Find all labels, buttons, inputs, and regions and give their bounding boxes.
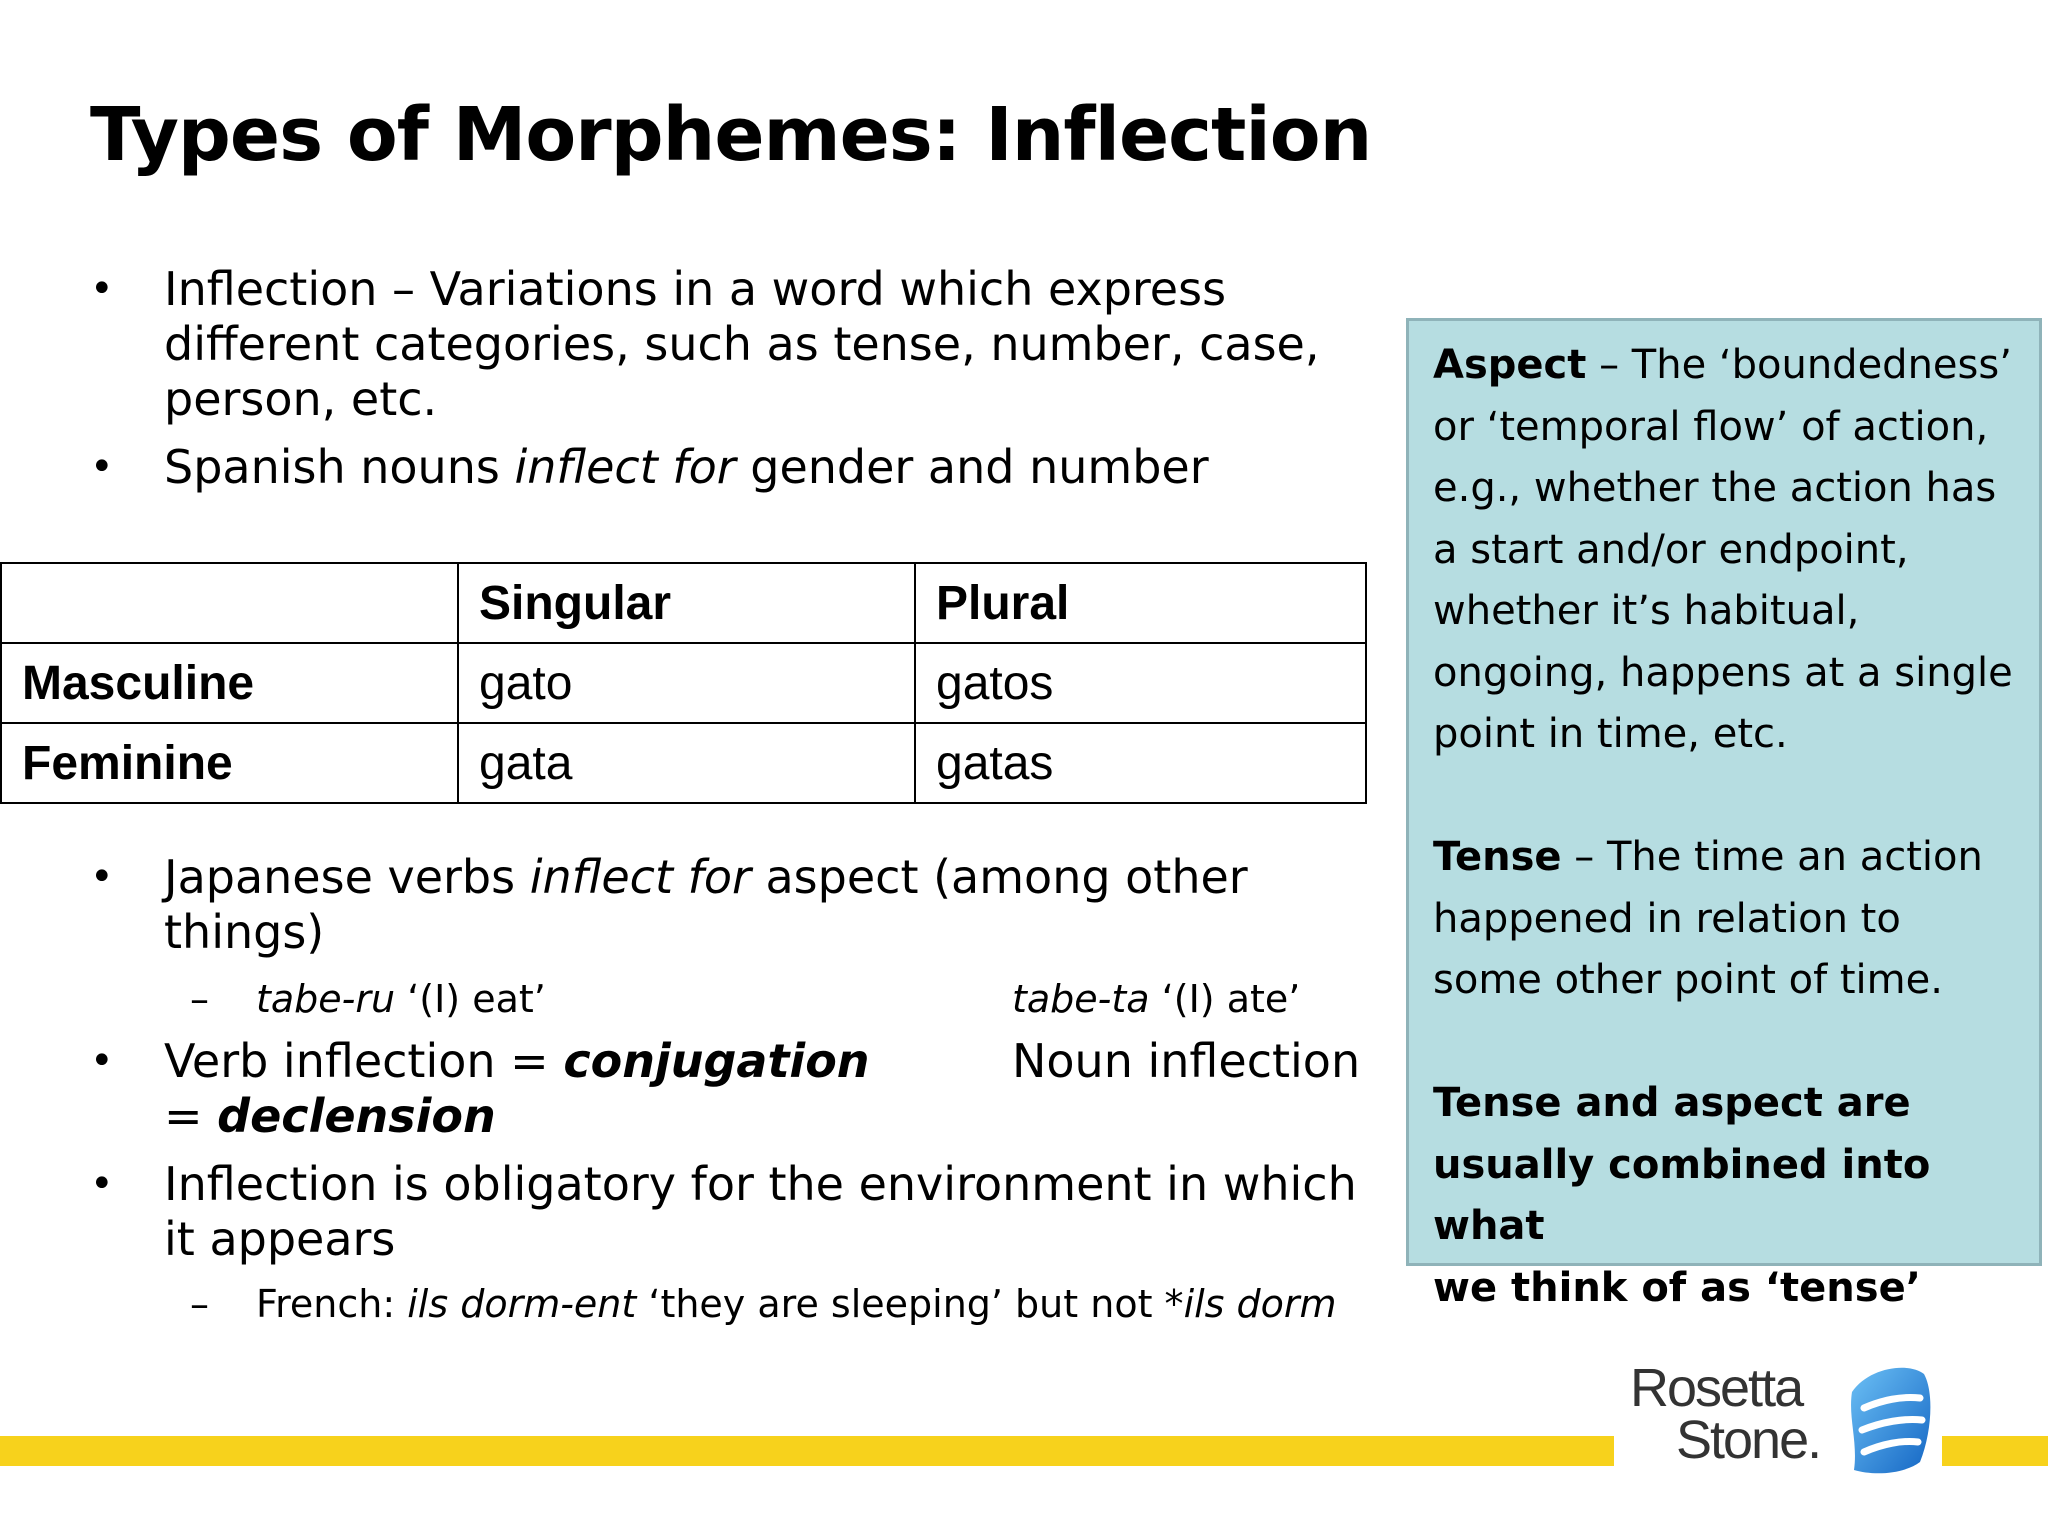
sub-bullet-japanese-left: tabe-ru ‘(I) eat’ (256, 977, 546, 1021)
bullet-4-line-1: Verb inflection = conjugation (164, 1034, 870, 1088)
tense-definition-line: some other point of time. (1433, 957, 1943, 1003)
aspect-definition-line: e.g., whether the action has (1433, 465, 1997, 511)
aspect-definition-line: whether it’s habitual, (1433, 588, 1860, 634)
bullet-5-line-2: it appears (164, 1212, 396, 1266)
table-row-header: Masculine (1, 643, 458, 723)
bullet-icon: • (90, 1161, 114, 1207)
aspect-definition-line: a start and/or endpoint, (1433, 526, 1909, 573)
bullet-icon: • (90, 854, 114, 900)
bullet-1-line-1: Inflection – Variations in a word which express (164, 262, 1227, 316)
footer-stripe-left (0, 1436, 1614, 1466)
bullet-4-line-2: = declension (164, 1089, 496, 1143)
bullet-1-line-3: person, etc. (164, 372, 438, 426)
sub-bullet-dash: – (190, 977, 209, 1021)
table-header-cell: Plural (915, 563, 1366, 643)
tense-definition: Tense – The time an action (1433, 834, 1983, 880)
table-cell: gato (458, 643, 915, 723)
aspect-definition: Aspect – The ‘boundedness’ (1433, 342, 2012, 388)
summary-line: we think of as ‘tense’ (1433, 1264, 1921, 1311)
table-row (1, 643, 1366, 723)
rosetta-stone-logo (1630, 1358, 1960, 1482)
tense-definition-line: happened in relation to (1433, 895, 1901, 942)
bullet-icon: • (90, 1038, 114, 1084)
aspect-definition-line: point in time, etc. (1433, 711, 1788, 757)
aspect-definition-line: ongoing, happens at a single (1433, 649, 2013, 696)
definition-panel (1406, 318, 2042, 1311)
table-cell: gatos (915, 643, 1366, 723)
table-header-row (1, 563, 1366, 643)
table-header-cell: Singular (458, 563, 915, 643)
bullet-5-line-1: Inflection is obligatory for the environment in which (164, 1157, 1357, 1211)
bullet-3-line-2: things) (164, 905, 325, 959)
bullet-1-line-2: different categories, such as tense, number, case, (164, 317, 1320, 371)
bullet-icon: • (90, 444, 114, 490)
slide-title: Types of Morphemes: Inflection (90, 92, 1372, 178)
sub-bullet-japanese-right: tabe-ta ‘(I) ate’ (1012, 977, 1301, 1021)
aspect-definition-line: or ‘temporal flow’ of action, (1433, 403, 1989, 450)
inflection-table (0, 562, 1367, 804)
bullet-3-line-1: Japanese verbs inflect for aspect (among other (164, 850, 1248, 904)
table-header-cell (1, 563, 458, 643)
bullet-4-right: Noun inflection (1012, 1034, 1361, 1088)
table-row-header: Feminine (1, 723, 458, 803)
summary-line: usually combined into what (1433, 1141, 1931, 1249)
summary-line: Tense and aspect are (1433, 1080, 1911, 1126)
bullet-icon: • (90, 266, 114, 312)
bullet-2: Spanish nouns inflect for gender and number (164, 440, 1209, 494)
table-cell: gata (458, 723, 915, 803)
table-cell: gatas (915, 723, 1366, 803)
table-row (1, 723, 1366, 803)
logo-stone-icon (1834, 1362, 1944, 1482)
sub-bullet-french: French: ils dorm-ent ‘they are sleeping’ but not *ils dorm (256, 1282, 1337, 1326)
logo-wordmark: Rosetta Stone. (1630, 1358, 1821, 1470)
sub-bullet-dash: – (190, 1282, 209, 1326)
